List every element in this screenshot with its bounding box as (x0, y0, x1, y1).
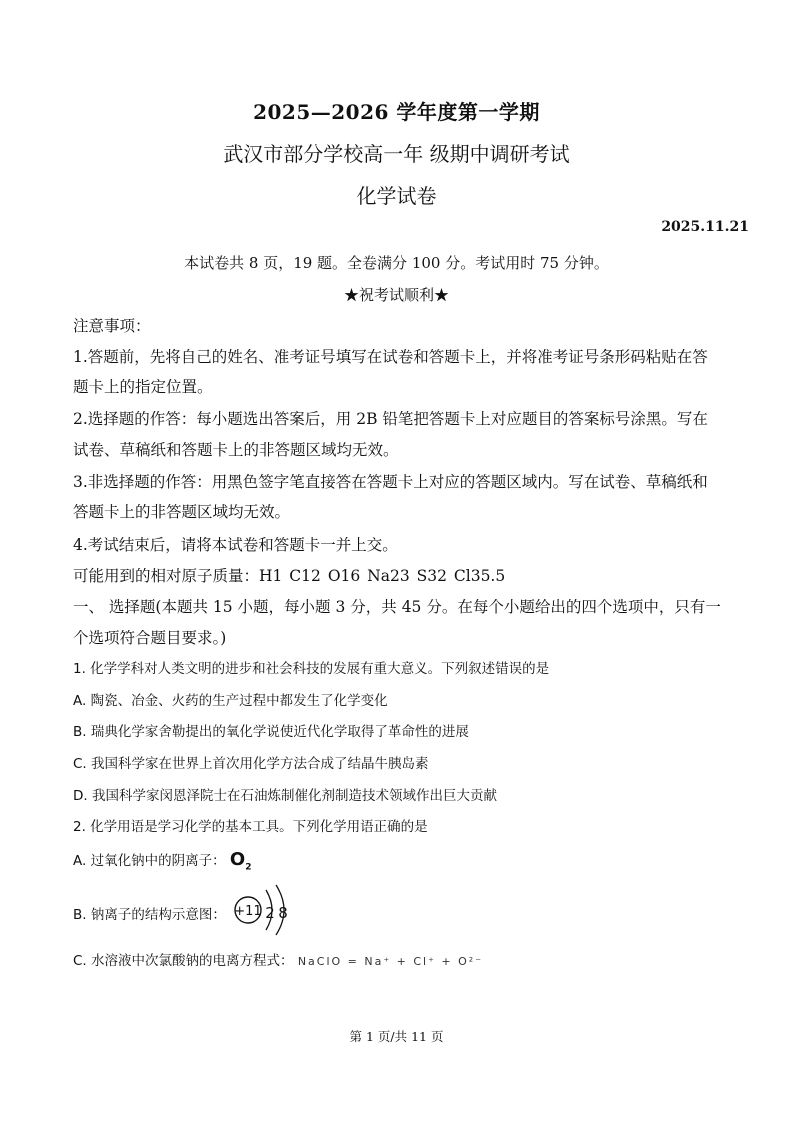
q1-option-a: A. 陶瓷、冶金、火药的生产过程中都发生了化学变化 (73, 693, 388, 709)
q2-option-b (73, 903, 226, 923)
atomic-mass-line: 可能用到的相对原子质量：H1 C12 O16 Na23 S32 Cl35.5 (73, 567, 506, 585)
q2-stem: 2. 化学用语是学习化学的基本工具。下列化学用语正确的是 (73, 819, 428, 835)
exam-summary: 本试卷共 8 页，19 题。全卷满分 100 分。考试用时 75 分钟。 (184, 254, 609, 272)
q1-option-b: B. 瑞典化学家舍勒提出的氧化学说使近代化学取得了革命性的进展 (73, 724, 469, 740)
shell-1-electrons: 2 (265, 904, 275, 922)
note-1-line1: 1.答题前，先将自己的姓名、准考证号填写在试卷和答题卡上，并将准考证号条形码粘贴在答 (73, 348, 708, 366)
section-1-line2: 个选项符合题目要求。) (73, 629, 227, 647)
school-year-title: 2025—2026 学年度第一学期 (253, 100, 540, 124)
q2-option-c-text: C. 水溶液中次氯酸钠的电离方程式： (73, 953, 294, 969)
notes-title: 注意事项： (73, 317, 151, 335)
q1-option-d: D. 我国科学家闵恩泽院士在石油炼制催化剂制造技术领域作出巨大贡献 (73, 788, 497, 804)
q2-option-b-text: B. 钠离子的结构示意图： (73, 907, 226, 923)
q2-option-a-text: A. 过氧化钠中的阴离子： (73, 853, 226, 869)
ionization-equation: NaClO = Na⁺ + Cl⁺ + O²⁻ (297, 955, 483, 968)
good-luck-banner: ★祝考试顺利★ (343, 286, 449, 304)
peroxide-o: O (229, 849, 246, 871)
nucleus-charge: +11 (234, 904, 262, 919)
q2-option-a (73, 849, 251, 873)
note-2-line1: 2.选择题的作答：每小题选出答案后，用 2B 铅笔把答题卡上对应题目的答案标号涂黑。写在 (73, 410, 708, 428)
peroxide-ion-symbol (229, 849, 252, 873)
q1-option-c: C. 我国科学家在世界上首次用化学方法合成了结晶牛胰岛素 (73, 756, 429, 772)
note-1-line2: 题卡上的指定位置。 (73, 378, 213, 396)
note-4-line1: 4.考试结束后，请将本试卷和答题卡一并上交。 (73, 536, 398, 554)
note-3-line2: 答题卡上的非答题区域均无效。 (73, 503, 291, 521)
section-1-line1: 一、 选择题(本题共 15 小题，每小题 3 分，共 45 分。在每个小题给出的四个选项中，只有一 (73, 598, 721, 616)
exam-title: 武汉市部分学校高一年 级期中调研考试 (223, 142, 570, 166)
peroxide-subscript: 2 (245, 862, 252, 873)
page-footer: 第 1 页/共 11 页 (349, 1029, 444, 1044)
subject-title: 化学试卷 (356, 184, 437, 208)
note-2-line2: 试卷、草稿纸和答题卡上的非答题区域均无效。 (73, 441, 399, 459)
shell-2-electrons: 8 (278, 904, 288, 922)
exam-date: 2025.11.21 (661, 219, 749, 235)
note-3-line1: 3.非选择题的作答：用黑色签字笔直接答在答题卡上对应的答题区域内。写在试卷、草稿纸和 (73, 473, 708, 491)
q2-option-c (73, 949, 483, 969)
sodium-ion-structure-diagram (232, 880, 302, 938)
q1-stem: 1. 化学学科对人类文明的进步和社会科技的发展有重大意义。下列叙述错误的是 (73, 661, 550, 677)
